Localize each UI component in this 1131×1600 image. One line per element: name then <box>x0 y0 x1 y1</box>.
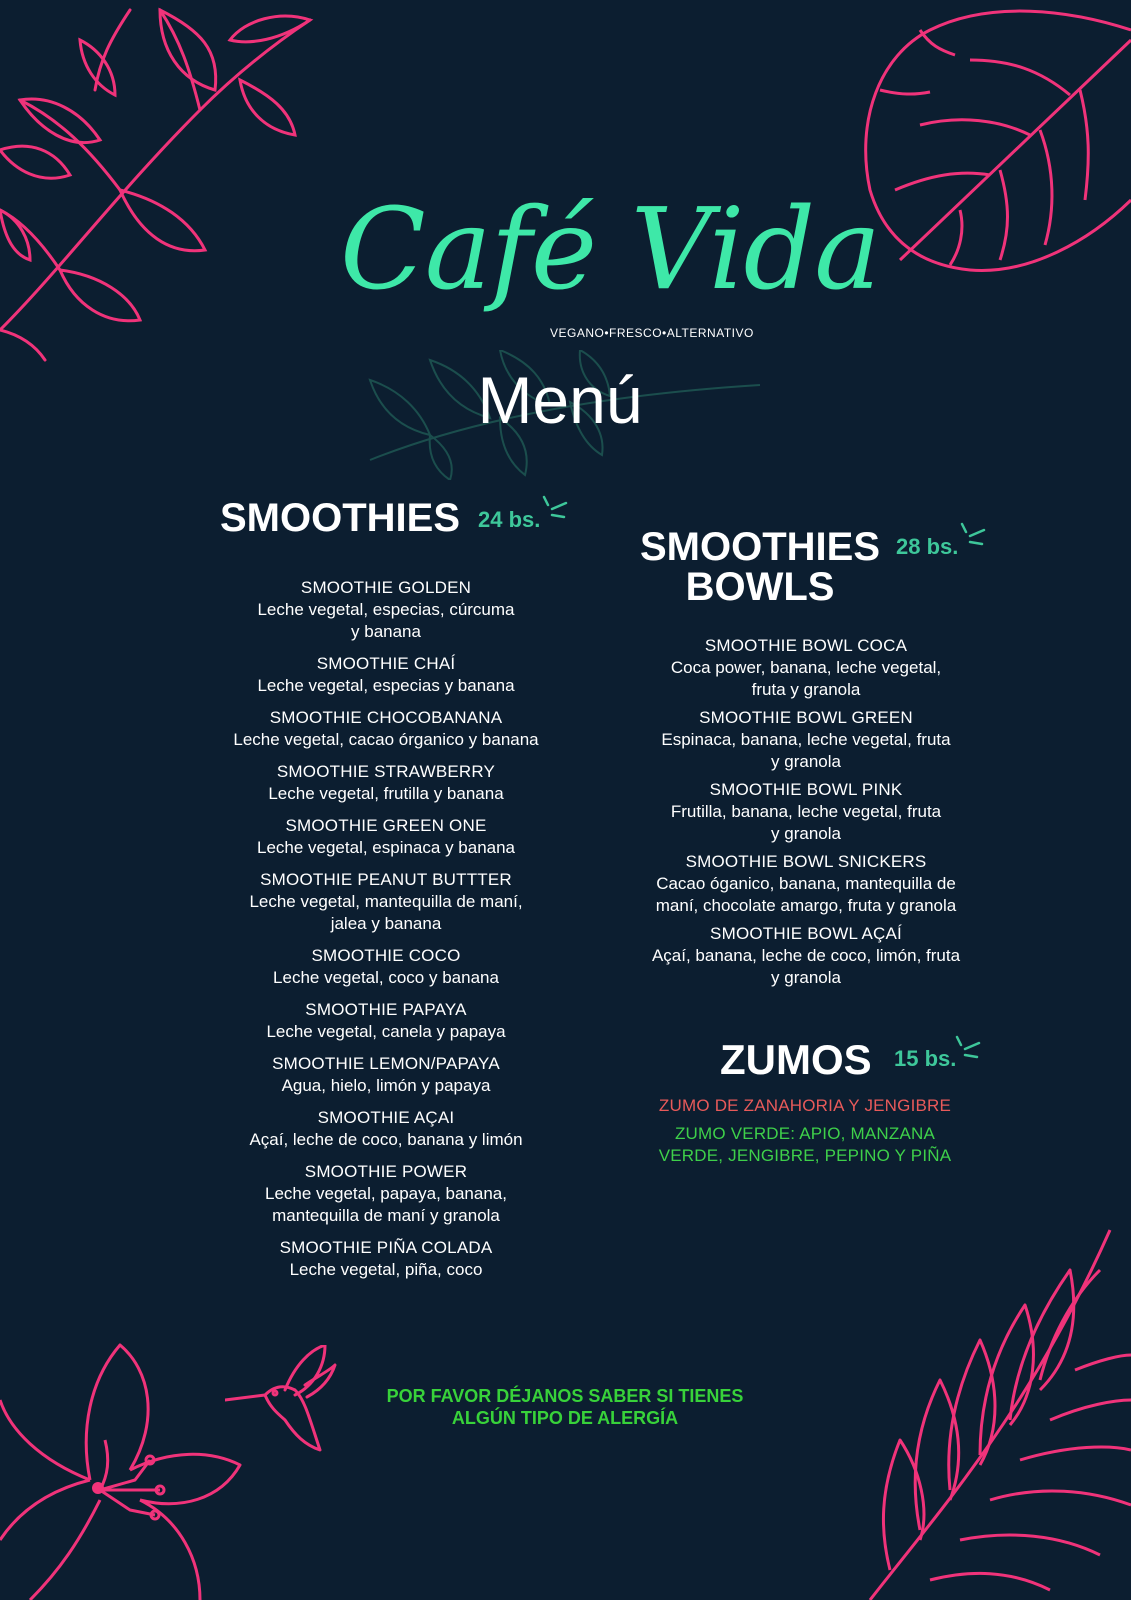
bowls-list <box>628 635 984 995</box>
smoothies-item <box>200 577 572 643</box>
allergy-notice-line2: ALGÚN TIPO DE ALERGÍA <box>451 1408 679 1428</box>
smoothies-item <box>200 761 572 805</box>
sparkle-icon <box>958 522 988 552</box>
smoothies-item <box>200 945 572 989</box>
smoothies-item <box>200 1161 572 1227</box>
hibiscus-flower-icon <box>0 1340 260 1600</box>
smoothies-item <box>200 707 572 751</box>
zumos-item <box>630 1095 980 1117</box>
bowls-item-desc: Açaí, banana, leche de coco, limón, fruta <box>651 946 961 965</box>
smoothies-item-desc: Leche vegetal, cacao órganico y banana <box>233 730 539 749</box>
bowls-item <box>628 635 984 701</box>
smoothies-item <box>200 1107 572 1151</box>
smoothies-item-desc: Leche vegetal, especias y banana <box>257 676 515 695</box>
smoothies-item-desc: Leche vegetal, canela y papaya <box>266 1022 506 1041</box>
bowls-heading-line2: BOWLS <box>685 565 835 609</box>
smoothies-item-name: SMOOTHIE POWER <box>304 1162 468 1181</box>
sparkle-icon <box>540 495 570 525</box>
bowls-item-name: SMOOTHIE BOWL COCA <box>704 636 908 655</box>
bowls-item-name: SMOOTHIE BOWL SNICKERS <box>685 852 927 871</box>
smoothies-item-name: SMOOTHIE PIÑA COLADA <box>279 1238 493 1257</box>
bowls-item-name: SMOOTHIE BOWL GREEN <box>699 708 913 727</box>
bowls-item-name: SMOOTHIE BOWL PINK <box>709 780 903 799</box>
bowls-item-desc: y granola <box>771 752 841 771</box>
smoothies-item-name: SMOOTHIE LEMON/PAPAYA <box>272 1054 500 1073</box>
brand-logo <box>340 180 881 350</box>
smoothies-item-name: SMOOTHIE STRAWBERRY <box>276 762 496 781</box>
bowls-item-desc: maní, chocolate amargo, fruta y granola <box>655 896 957 915</box>
smoothies-item-name: SMOOTHIE CHOCOBANANA <box>269 708 503 727</box>
smoothies-item-name: SMOOTHIE CHAÍ <box>316 654 456 673</box>
zumos-list <box>630 1095 980 1173</box>
bowls-item-name: SMOOTHIE BOWL AÇAÍ <box>710 924 902 943</box>
smoothies-item-name: SMOOTHIE PEANUT BUTTTER <box>260 870 512 889</box>
brand-name: Café Vida <box>340 185 881 315</box>
zumos-item-text: ZUMO VERDE: APIO, MANZANA <box>674 1124 936 1143</box>
bowls-item-desc: y granola <box>771 968 841 987</box>
smoothies-item-desc: jalea y banana <box>330 914 442 933</box>
monstera-leaf-icon <box>860 0 1131 280</box>
smoothies-item-desc: Agua, hielo, limón y papaya <box>281 1076 491 1095</box>
smoothies-item-desc: y banana <box>351 622 421 641</box>
palm-leaf-icon <box>860 1210 1131 1600</box>
bowls-item-desc: Coca power, banana, leche vegetal, <box>670 658 942 677</box>
smoothies-item-desc: Leche vegetal, mantequilla de maní, <box>249 892 523 911</box>
smoothies-item <box>200 1053 572 1097</box>
leaf-branch-icon <box>0 0 320 370</box>
sparkle-icon <box>953 1035 983 1065</box>
smoothies-item-name: SMOOTHIE PAPAYA <box>305 1000 467 1019</box>
smoothies-item <box>200 869 572 935</box>
smoothies-heading: SMOOTHIES <box>220 496 461 540</box>
hummingbird-icon <box>225 1345 345 1465</box>
smoothies-item-name: SMOOTHIE GOLDEN <box>300 578 472 597</box>
smoothies-item-desc: Leche vegetal, piña, coco <box>289 1260 483 1279</box>
zumos-price: 15 bs. <box>894 1046 957 1071</box>
bowls-item <box>628 707 984 773</box>
smoothies-item-name: SMOOTHIE AÇAI <box>317 1108 455 1127</box>
bowls-heading-line1: SMOOTHIES <box>639 525 881 569</box>
smoothies-item <box>200 999 572 1043</box>
menu-title: Menú <box>477 363 643 437</box>
bowls-item-desc: Espinaca, banana, leche vegetal, fruta <box>661 730 951 749</box>
bowls-item-desc: Frutilla, banana, leche vegetal, fruta <box>670 802 942 821</box>
bowls-item-desc: y granola <box>771 824 841 843</box>
bowls-item <box>628 851 984 917</box>
smoothies-price: 24 bs. <box>478 507 541 532</box>
zumos-item-text: VERDE, JENGIBRE, PEPINO Y PIÑA <box>658 1146 952 1165</box>
smoothies-item-desc: Leche vegetal, papaya, banana, <box>265 1184 507 1203</box>
bowls-item-desc: Cacao óganico, banana, mantequilla de <box>656 874 956 893</box>
allergy-notice-line1: POR FAVOR DÉJANOS SABER SI TIENES <box>386 1386 744 1406</box>
smoothies-item-desc: mantequilla de maní y granola <box>272 1206 500 1225</box>
smoothies-item <box>200 653 572 697</box>
smoothies-item <box>200 1237 572 1281</box>
bowls-heading <box>620 527 900 607</box>
bowls-item <box>628 779 984 845</box>
smoothies-item-desc: Leche vegetal, coco y banana <box>273 968 499 987</box>
smoothies-item-desc: Leche vegetal, espinaca y banana <box>256 838 516 857</box>
smoothies-item-name: SMOOTHIE GREEN ONE <box>285 816 487 835</box>
allergy-notice <box>340 1385 790 1429</box>
bowls-price: 28 bs. <box>896 534 959 559</box>
smoothies-item-desc: Leche vegetal, frutilla y banana <box>268 784 504 803</box>
zumos-item <box>630 1123 980 1167</box>
bowls-item-desc: fruta y granola <box>751 680 861 699</box>
menu-title-block <box>350 350 770 480</box>
smoothies-item-desc: Leche vegetal, especias, cúrcuma <box>257 600 515 619</box>
smoothies-item-desc: Açaí, leche de coco, banana y limón <box>249 1130 523 1149</box>
smoothies-item <box>200 815 572 859</box>
bowls-item <box>628 923 984 989</box>
smoothies-item-name: SMOOTHIE COCO <box>311 946 461 965</box>
zumos-item-text: ZUMO DE ZANAHORIA Y JENGIBRE <box>658 1096 952 1115</box>
smoothies-list <box>200 577 572 1291</box>
zumos-heading: ZUMOS <box>720 1036 872 1083</box>
brand-tagline: VEGANO•FRESCO•ALTERNATIVO <box>550 326 754 340</box>
